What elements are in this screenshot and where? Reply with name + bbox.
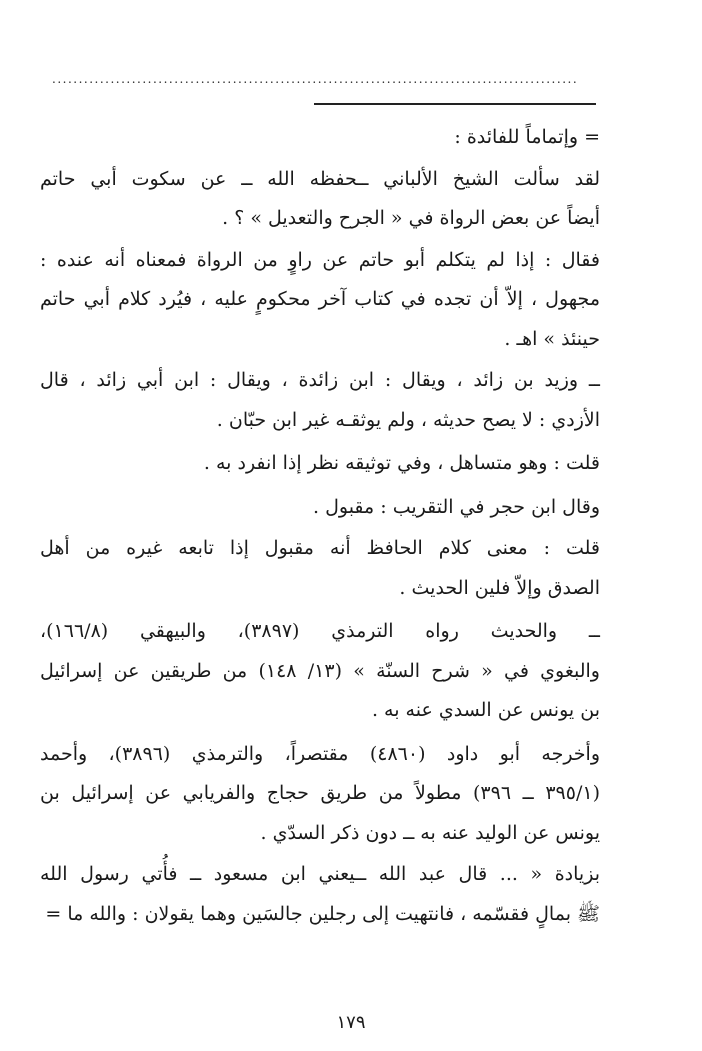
text-line: الأزدي : لا يصح حديثه ، ولم يوثقـه غير ابن حبّان . bbox=[216, 408, 600, 431]
text-line: ــ وزيد بن زائد ، ويقال : ابن زائدة ، ويقال : ابن أبي زائد ، قال bbox=[40, 369, 600, 391]
text-line: قلت : معنى كلام الحافظ أنه مقبول إذا تابعه غيره من أهل bbox=[40, 537, 600, 559]
text-line: مجهول ، إلاّ أن تجده في كتاب آخر محكومٍ عليه ، فيُرد كلام أبي حاتم bbox=[40, 288, 600, 310]
paragraph-9 bbox=[40, 735, 600, 854]
text-line: (٣٩٥/١ ــ ٣٩٦) مطولاً من طريق حجاج والفريابي عن إسرائيل بن bbox=[40, 782, 600, 804]
text-line: وقال ابن حجر في التقريب : مقبول . bbox=[313, 495, 600, 518]
text-line: فقال : إذا لم يتكلم أبو حاتم عن راوٍ من الرواة فمعناه أنه عنده : bbox=[40, 248, 600, 271]
text-line: بزيادة « ... قال عبد الله ــيعني ابن مسعود ــ فأُتي رسول الله bbox=[40, 863, 600, 885]
text-line: حينئذ » اهـ . bbox=[504, 327, 600, 350]
dotted-divider: ................................................................................................... bbox=[52, 72, 579, 86]
paragraph-1 bbox=[40, 118, 600, 158]
text-line: وأخرجه أبو داود (٤٨٦٠) مقتصراً، والترمذي (٣٨٩٦)، وأحمد bbox=[40, 742, 601, 765]
footnote-text-block bbox=[40, 118, 600, 934]
paragraph-6 bbox=[40, 488, 600, 528]
text-line: ﷺ بمالٍ فقسّمه ، فانتهيت إلى رجلين جالسَين وهما يقولان : والله ما = bbox=[45, 902, 600, 925]
text-line: = وإتماماً للفائدة : bbox=[454, 126, 600, 148]
paragraph-7 bbox=[40, 529, 600, 608]
paragraph-5 bbox=[40, 444, 600, 484]
footnote-rule bbox=[314, 103, 596, 105]
paragraph-2 bbox=[40, 160, 600, 239]
paragraph-10 bbox=[40, 855, 600, 934]
text-line: لقد سألت الشيخ الألباني ــحفظه الله ــ عن سكوت أبي حاتم bbox=[40, 167, 600, 190]
text-line: قلت : وهو متساهل ، وفي توثيقه نظر إذا انفرد به . bbox=[203, 452, 600, 474]
text-line: يونس عن الوليد عنه به ــ دون ذكر السدّي . bbox=[260, 821, 600, 844]
text-line: والبغوي في « شرح السنّة » (١٣/ ١٤٨) من طريقين عن إسرائيل bbox=[40, 659, 600, 682]
text-line: أيضاً عن بعض الرواة في « الجرح والتعديل » ؟ . bbox=[222, 207, 600, 229]
paragraph-8 bbox=[40, 612, 600, 731]
paragraph-4 bbox=[40, 361, 600, 440]
text-line: بن يونس عن السدي عنه به . bbox=[371, 699, 600, 721]
paragraph-3 bbox=[40, 241, 600, 360]
text-line: ــ والحديث رواه الترمذي (٣٨٩٧)، والبيهقي (١٦٦/٨)، bbox=[40, 620, 600, 642]
page-number: ١٧٩ bbox=[336, 1012, 366, 1033]
text-line: الصدق وإلاّ فلين الحديث . bbox=[399, 576, 600, 599]
